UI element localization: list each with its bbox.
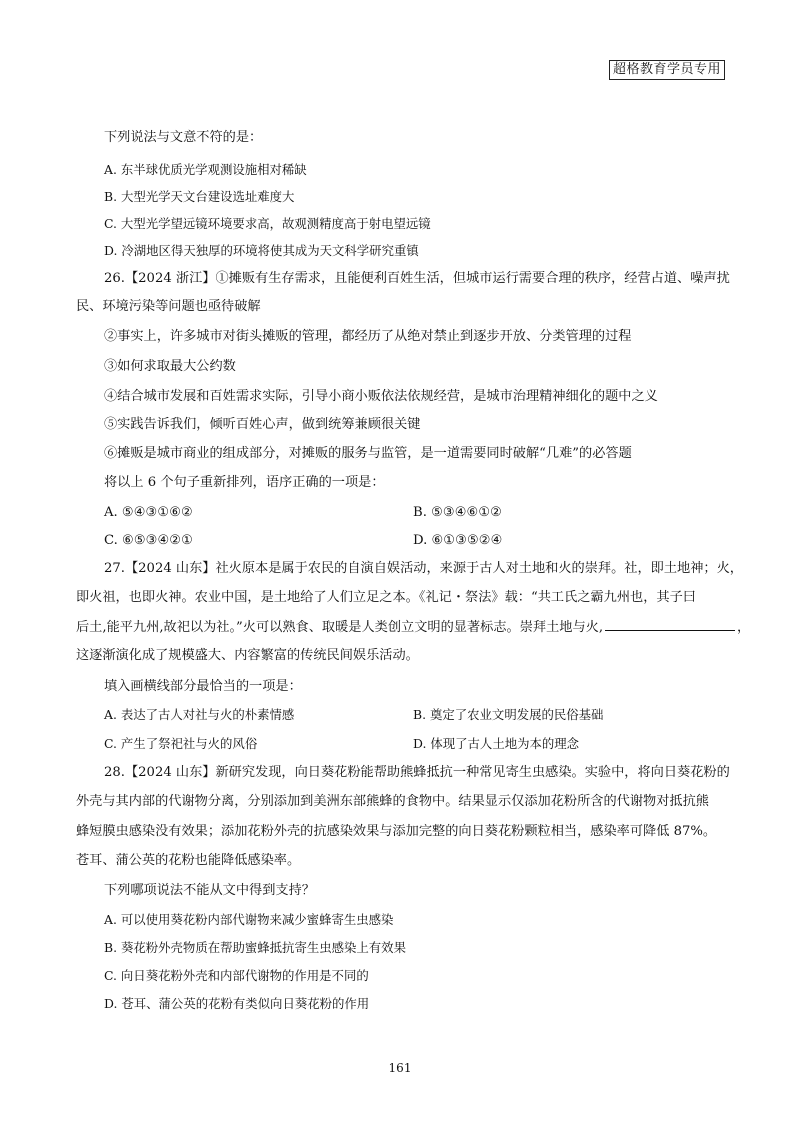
q27-option-d: D. 体现了古人土地为本的理念: [413, 736, 580, 751]
q26-prompt: 将以上 6 个句子重新排列，语序正确的一项是：: [104, 475, 385, 490]
q26-option-a: A. ⑤④③①⑥②: [104, 505, 193, 520]
q26-option-c: C. ⑥⑤③④②①: [104, 533, 193, 548]
q27-prompt: 填入画横线部分最恰当的一项是：: [104, 679, 302, 694]
page-number: 161: [388, 1061, 412, 1075]
q26-stem-line2: 民、环境污染等问题也亟待破解: [76, 299, 261, 314]
q27-line2: 即火祖，也即火神。农业中国，是土地给了人们立足之本。《礼记・祭法》载：“共工氏之霸九州也，其子曰: [76, 590, 696, 605]
q27-line1: 27.【2024 山东】社火原本是属于农民的自演自娱活动，来源于古人对土地和火的崇拜。社，即土地神；火，: [104, 561, 743, 576]
q26-option-d: D. ⑥①③⑤②④: [413, 533, 503, 548]
q28-line2: 外壳与其内部的代谢物分离，分别添加到美洲东部熊蜂的食物中。结果显示仅添加花粉所含的代谢物对抵抗熊: [76, 794, 709, 809]
q26-option-b: B. ⑤③④⑥①②: [413, 505, 503, 520]
q25-prompt: 下列说法与文意不符的是：: [104, 130, 263, 145]
q28-option-a: A. 可以使用葵花粉内部代谢物来减少蜜蜂寄生虫感染: [104, 912, 394, 927]
q27-option-c: C. 产生了祭祀社与火的风俗: [104, 736, 258, 751]
q27-option-b: B. 奠定了农业文明发展的民俗基础: [413, 707, 604, 722]
q28-option-d: D. 苍耳、蒲公英的花粉有类似向日葵花粉的作用: [104, 996, 370, 1011]
answer-blank: [605, 617, 735, 631]
q28-line4: 苍耳、蒲公英的花粉也能降低感染率。: [76, 853, 301, 868]
q26-sentence-5: ⑤实践告诉我们，倾听百姓心声，做到统筹兼顾很关键: [104, 417, 421, 432]
q28-prompt: 下列哪项说法不能从文中得到支持？: [104, 883, 315, 898]
q26-sentence-4: ④结合城市发展和百姓需求实际，引导小商小贩依法依规经营，是城市治理精神细化的题中之义: [104, 389, 658, 404]
q25-option-a: A. 东半球优质光学观测设施相对稀缺: [104, 162, 307, 177]
q26-sentence-6: ⑥摊贩是城市商业的组成部分，对摊贩的服务与监管，是一道需要同时破解“几难”的必答题: [104, 446, 632, 461]
q27-line3-end: ，: [737, 620, 751, 635]
q26-stem-line1: 26.【2024 浙江】①摊贩有生存需求，且能便利百姓生活，但城市运行需要合理的秩序，经营占道、噪声扰: [104, 271, 730, 286]
q28-line3: 蜂短膜虫感染没有效果；添加花粉外壳的抗感染效果与添加完整的向日葵花粉颗粒相当，感染率可降低 87%。: [76, 824, 717, 839]
q25-option-b: B. 大型光学天文台建设选址难度大: [104, 189, 295, 204]
q28-option-b: B. 葵花粉外壳物质在帮助蜜蜂抵抗寄生虫感染上有效果: [104, 940, 406, 955]
q27-option-a: A. 表达了古人对社与火的朴素情感: [104, 707, 295, 722]
q27-line3: [76, 617, 750, 638]
q28-line1: 28.【2024 山东】新研究发现，向日葵花粉能帮助熊蜂抵抗一种常见寄生虫感染。实验中，将向日葵花粉的: [104, 765, 730, 780]
q28-option-c: C. 向日葵花粉外壳和内部代谢物的作用是不同的: [104, 968, 369, 983]
q25-option-d: D. 冷湖地区得天独厚的环境将使其成为天文科学研究重镇: [104, 243, 419, 258]
q25-option-c: C. 大型光学望远镜环境要求高，故观测精度高于射电望远镜: [104, 216, 431, 231]
q26-sentence-3: ③如何求取最大公约数: [104, 359, 236, 374]
header-tag: 超格教育学员专用: [609, 60, 725, 80]
q27-line4: 这逐渐演化成了规模盛大、内容繁富的传统民间娱乐活动。: [76, 648, 419, 663]
q26-sentence-2: ②事实上，许多城市对街头摊贩的管理，都经历了从绝对禁止到逐步开放、分类管理的过程: [104, 329, 632, 344]
q27-line3-text: 后土,能平九州,故祀以为社。”火可以熟食、取暖是人类创立文明的显著标志。崇拜土地与火,: [76, 620, 604, 635]
